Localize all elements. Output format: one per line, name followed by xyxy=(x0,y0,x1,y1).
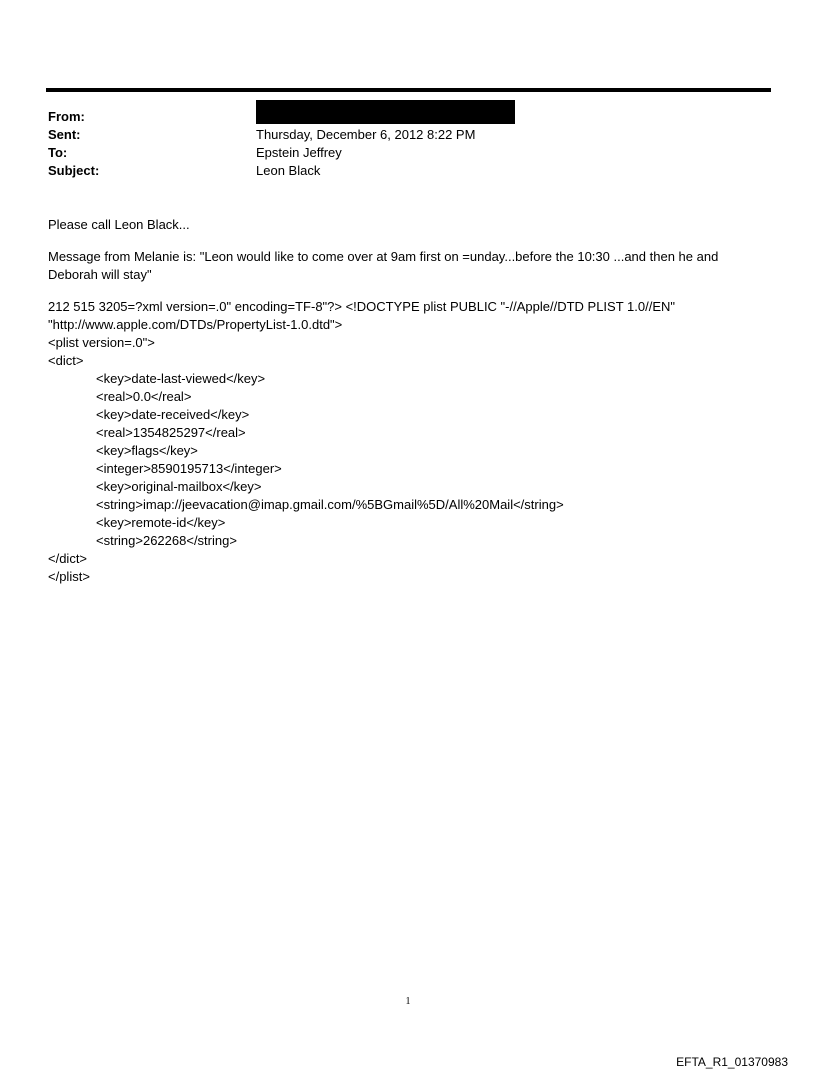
header-divider xyxy=(46,88,771,92)
plist-line: <string>262268</string> xyxy=(96,533,237,548)
plist-line: <real>0.0</real> xyxy=(96,389,192,404)
plist-line: <key>date-received</key> xyxy=(96,407,250,422)
plist-line: <key>flags</key> xyxy=(96,443,198,458)
email-body xyxy=(48,216,768,586)
redaction-bar xyxy=(256,100,515,124)
bates-number: EFTA_R1_01370983 xyxy=(676,1055,788,1069)
from-row xyxy=(48,108,768,126)
plist-line: <dict> xyxy=(48,353,84,368)
subject-label: Subject: xyxy=(48,163,100,178)
plist-line: <string>imap://jeevacation@imap.gmail.com/%5BGmail%5D/All%20Mail</string> xyxy=(96,497,564,512)
subject-value: Leon Black xyxy=(256,163,321,178)
sent-value: Thursday, December 6, 2012 8:22 PM xyxy=(256,127,476,142)
subject-row xyxy=(48,162,768,180)
email-header xyxy=(48,108,768,180)
plist-block xyxy=(48,298,768,586)
plist-line: <integer>8590195713</integer> xyxy=(96,461,282,476)
sent-label: Sent: xyxy=(48,127,81,142)
to-label: To: xyxy=(48,145,68,160)
plist-line: "http://www.apple.com/DTDs/PropertyList-1.0.dtd"> xyxy=(48,317,343,332)
greeting-text: Please call Leon Black... xyxy=(48,217,190,232)
to-row xyxy=(48,144,768,162)
plist-line: <plist version=.0"> xyxy=(48,335,155,350)
plist-line: </dict> xyxy=(48,551,88,566)
plist-line: <key>date-last-viewed</key> xyxy=(96,371,266,386)
plist-line: </plist> xyxy=(48,569,90,584)
from-label: From: xyxy=(48,109,85,124)
sent-row xyxy=(48,126,768,144)
plist-line: <key>original-mailbox</key> xyxy=(96,479,262,494)
plist-line: <real>1354825297</real> xyxy=(96,425,246,440)
page-number: 1 xyxy=(405,996,411,1007)
to-value: Epstein Jeffrey xyxy=(256,145,342,160)
plist-line: 212 515 3205=?xml version=.0" encoding=TF-8"?> <!DOCTYPE plist PUBLIC "-//Apple//DTD PLIST 1.0//EN" xyxy=(48,299,675,314)
message-text: Message from Melanie is: "Leon would like to come over at 9am first on =unday...before the 10:30 ...and then he and Deborah will stay" xyxy=(48,249,719,282)
plist-line: <key>remote-id</key> xyxy=(96,515,226,530)
